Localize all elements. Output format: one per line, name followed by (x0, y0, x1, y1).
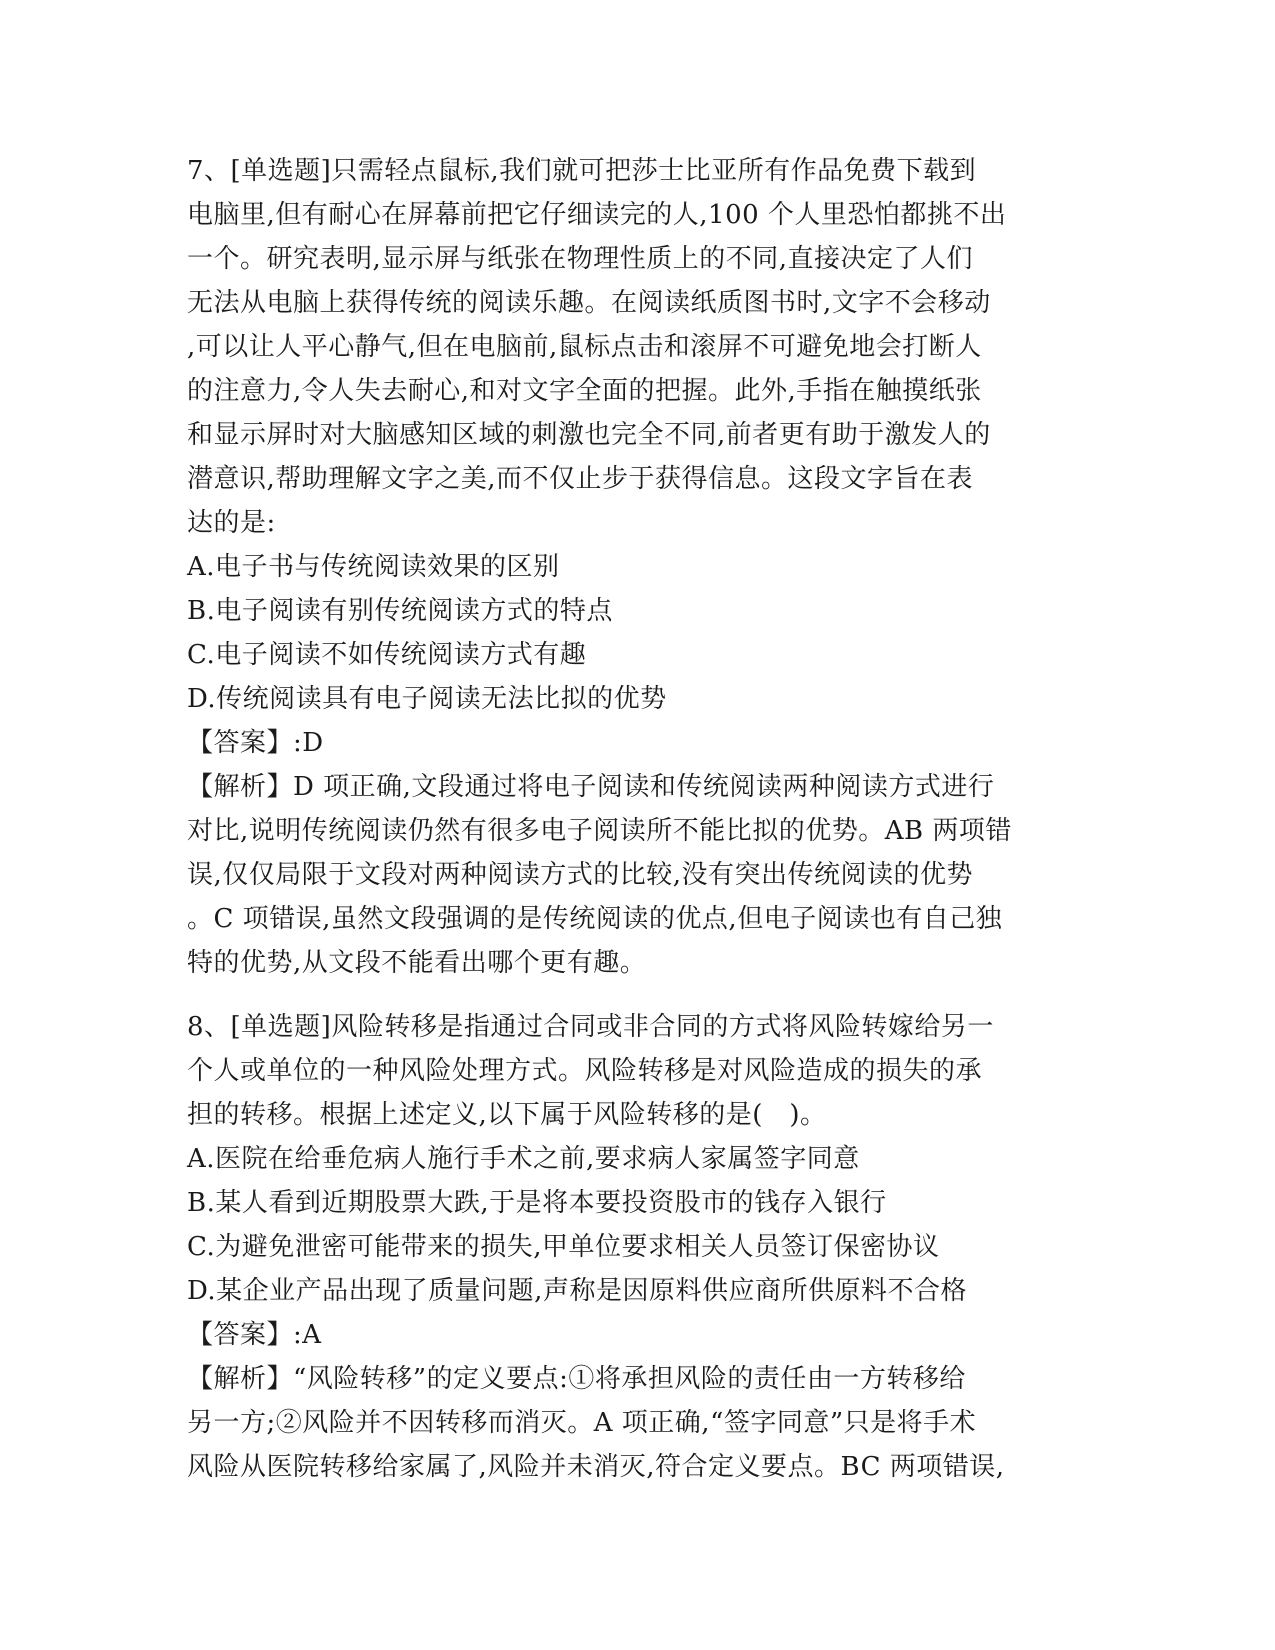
question-7-analysis-line: 。C 项错误,虽然文段强调的是传统阅读的优点,但电子阅读也有自己独 (187, 904, 1003, 934)
question-7-stem-line: 的注意力,令人失去耐心,和对文字全面的把握。此外,手指在触摸纸张 (187, 376, 982, 406)
question-7-analysis-line: 【解析】D 项正确,文段通过将电子阅读和传统阅读两种阅读方式进行 (187, 772, 995, 802)
document-page (187, 149, 1087, 1489)
question-8-option-c: C.为避免泄密可能带来的损失,甲单位要求相关人员签订保密协议 (187, 1232, 940, 1262)
question-7-answer: 【答案】:D (187, 728, 324, 758)
question-8-analysis-line: 另一方;②风险并不因转移而消灭。A 项正确,“签字同意”只是将手术 (187, 1408, 977, 1438)
question-8-analysis-line: 【解析】“风险转移”的定义要点:①将承担风险的责任由一方转移给 (187, 1364, 966, 1394)
question-separator (187, 985, 1087, 1005)
question-7-stem-line: 一个。研究表明,显示屏与纸张在物理性质上的不同,直接决定了人们 (187, 244, 974, 274)
question-7-option-d: D.传统阅读具有电子阅读无法比拟的优势 (187, 684, 667, 714)
question-8-analysis-line: 风险从医院转移给家属了,风险并未消灭,符合定义要点。BC 两项错误, (187, 1452, 1005, 1482)
question-8-option-b: B.某人看到近期股票大跌,于是将本要投资股市的钱存入银行 (187, 1188, 887, 1218)
question-7-stem-line: 无法从电脑上获得传统的阅读乐趣。在阅读纸质图书时,文字不会移动 (187, 288, 991, 318)
question-8 (187, 1005, 1087, 1489)
question-7-option-a: A.电子书与传统阅读效果的区别 (187, 552, 560, 582)
question-7 (187, 149, 1087, 985)
question-7-analysis-line: 误,仅仅局限于文段对两种阅读方式的比较,没有突出传统阅读的优势 (187, 860, 974, 890)
question-7-stem-line: 达的是: (187, 508, 276, 538)
question-7-option-b: B.电子阅读有别传统阅读方式的特点 (187, 596, 613, 626)
question-7-option-c: C.电子阅读不如传统阅读方式有趣 (187, 640, 587, 670)
question-8-option-d: D.某企业产品出现了质量问题,声称是因原料供应商所供原料不合格 (187, 1276, 967, 1306)
question-7-stem-line: 潜意识,帮助理解文字之美,而不仅止步于获得信息。这段文字旨在表 (187, 464, 974, 494)
question-8-option-a: A.医院在给垂危病人施行手术之前,要求病人家属签字同意 (187, 1144, 860, 1174)
question-7-stem-line: 7、[单选题]只需轻点鼠标,我们就可把莎士比亚所有作品免费下载到 (187, 156, 977, 186)
question-7-analysis-line: 对比,说明传统阅读仍然有很多电子阅读所不能比拟的优势。AB 两项错 (187, 816, 1012, 846)
question-7-stem-line: ,可以让人平心静气,但在电脑前,鼠标点击和滚屏不可避免地会打断人 (187, 332, 982, 362)
question-7-stem-line: 和显示屏时对大脑感知区域的刺激也完全不同,前者更有助于激发人的 (187, 420, 991, 450)
question-8-stem-line: 个人或单位的一种风险处理方式。风险转移是对风险造成的损失的承 (187, 1056, 983, 1086)
question-7-stem-line: 电脑里,但有耐心在屏幕前把它仔细读完的人,100 个人里恐怕都挑不出 (187, 200, 1007, 230)
question-8-stem-line: 8、[单选题]风险转移是指通过合同或非合同的方式将风险转嫁给另一 (187, 1012, 994, 1042)
question-8-answer: 【答案】:A (187, 1320, 322, 1350)
question-7-analysis-line: 特的优势,从文段不能看出哪个更有趣。 (187, 948, 647, 978)
question-8-stem-line: 担的转移。根据上述定义,以下属于风险转移的是( )。 (187, 1100, 827, 1130)
